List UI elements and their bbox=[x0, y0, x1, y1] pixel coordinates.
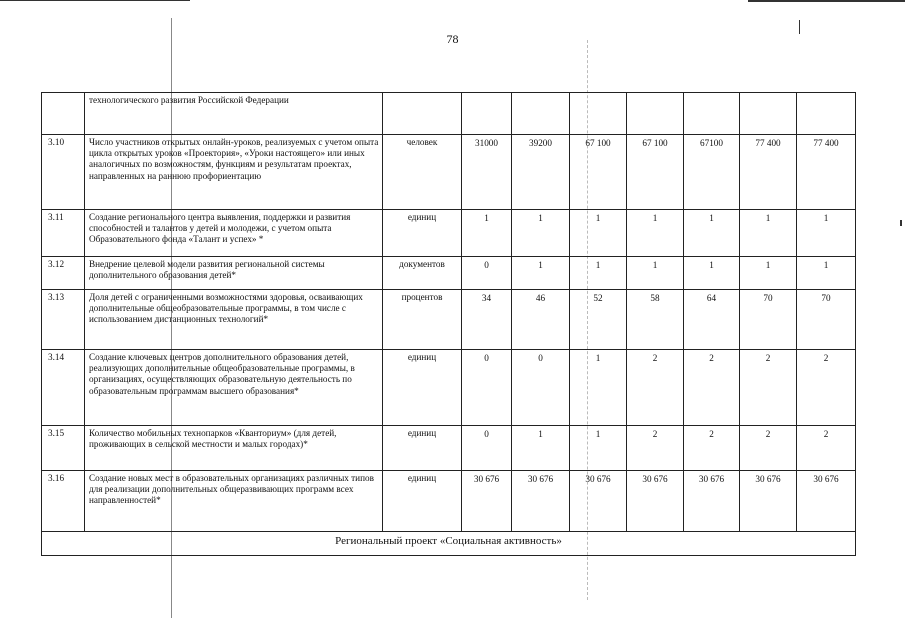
table-row bbox=[42, 210, 856, 257]
row-number: 3.13 bbox=[42, 290, 85, 350]
value-cell: 67 100 bbox=[570, 135, 627, 210]
value-cell: 58 bbox=[627, 290, 684, 350]
value-cell: 1 bbox=[797, 210, 856, 257]
indicator-name: Создание регионального центра выявления, поддержки и развития способностей и талантов у детей и молодежи, с учетом опыта Образовательного фонда «Талант и успех» * bbox=[85, 210, 383, 257]
value-cell bbox=[627, 93, 684, 135]
value-cell: 30 676 bbox=[740, 471, 797, 532]
table-row bbox=[42, 290, 856, 350]
value-cell: 1 bbox=[797, 257, 856, 290]
value-cell: 0 bbox=[512, 350, 570, 426]
value-cell: 2 bbox=[797, 350, 856, 426]
value-cell bbox=[797, 93, 856, 135]
section-title: Региональный проект «Социальная активность» bbox=[42, 532, 856, 556]
unit-cell: единиц bbox=[383, 471, 462, 532]
page-number: 78 bbox=[446, 32, 459, 46]
table-row bbox=[42, 93, 856, 135]
value-cell: 1 bbox=[740, 210, 797, 257]
value-cell: 1 bbox=[462, 210, 512, 257]
value-cell: 0 bbox=[462, 257, 512, 290]
value-cell: 34 bbox=[462, 290, 512, 350]
unit-cell: единиц bbox=[383, 210, 462, 257]
indicator-name: Количество мобильных технопарков «Кванториум» (для детей, проживающих в сельской местности и малых городах)* bbox=[85, 426, 383, 471]
value-cell: 52 bbox=[570, 290, 627, 350]
table-row bbox=[42, 350, 856, 426]
value-cell: 1 bbox=[627, 257, 684, 290]
value-cell: 64 bbox=[684, 290, 740, 350]
table-row bbox=[42, 135, 856, 210]
row-number: 3.16 bbox=[42, 471, 85, 532]
table-row bbox=[42, 471, 856, 532]
value-cell bbox=[512, 93, 570, 135]
value-cell: 0 bbox=[462, 350, 512, 426]
value-cell: 77 400 bbox=[740, 135, 797, 210]
value-cell: 2 bbox=[684, 350, 740, 426]
value-cell: 30 676 bbox=[684, 471, 740, 532]
value-cell: 1 bbox=[512, 210, 570, 257]
table-body bbox=[42, 93, 856, 556]
scan-artifact-right-tick bbox=[799, 20, 800, 34]
section-header-row bbox=[42, 532, 856, 556]
row-number bbox=[42, 93, 85, 135]
value-cell: 0 bbox=[462, 426, 512, 471]
unit-cell: человек bbox=[383, 135, 462, 210]
value-cell: 2 bbox=[740, 426, 797, 471]
row-number: 3.10 bbox=[42, 135, 85, 210]
value-cell: 1 bbox=[740, 257, 797, 290]
value-cell: 2 bbox=[627, 426, 684, 471]
value-cell: 1 bbox=[627, 210, 684, 257]
value-cell: 70 bbox=[740, 290, 797, 350]
value-cell bbox=[570, 93, 627, 135]
unit-cell: единиц bbox=[383, 350, 462, 426]
indicator-name: Доля детей с ограниченными возможностями здоровья, осваивающих дополнительные общеобразовательные программы, в том числе с использованием дистанционных технологий* bbox=[85, 290, 383, 350]
value-cell bbox=[740, 93, 797, 135]
value-cell: 1 bbox=[684, 257, 740, 290]
value-cell: 2 bbox=[627, 350, 684, 426]
row-number: 3.15 bbox=[42, 426, 85, 471]
row-number: 3.14 bbox=[42, 350, 85, 426]
value-cell: 1 bbox=[570, 350, 627, 426]
value-cell: 30 676 bbox=[797, 471, 856, 532]
value-cell: 30 676 bbox=[627, 471, 684, 532]
indicator-name: технологического развития Российской Федерации bbox=[85, 93, 383, 135]
unit-cell: процентов bbox=[383, 290, 462, 350]
value-cell bbox=[462, 93, 512, 135]
value-cell: 30 676 bbox=[512, 471, 570, 532]
indicator-name: Число участников открытых онлайн-уроков, реализуемых с учетом опыта цикла открытых уроков «Проектория», «Уроки настоящего» или иных аналогичных по возможностям, функциям и результатам проектах, направленных на раннюю профориентацию bbox=[85, 135, 383, 210]
indicators-table bbox=[41, 92, 856, 556]
value-cell: 31000 bbox=[462, 135, 512, 210]
indicator-name: Создание ключевых центров дополнительного образования детей, реализующих дополнительные общеобразовательные программы, в организациях, осуществляющих образовательную деятельность по образовательным программам высшего образования* bbox=[85, 350, 383, 426]
row-number: 3.11 bbox=[42, 210, 85, 257]
scan-artifact-top-right bbox=[748, 0, 905, 2]
value-cell: 39200 bbox=[512, 135, 570, 210]
table-row bbox=[42, 257, 856, 290]
value-cell: 46 bbox=[512, 290, 570, 350]
indicator-name: Внедрение целевой модели развития региональной системы дополнительного образования детей* bbox=[85, 257, 383, 290]
value-cell bbox=[684, 93, 740, 135]
value-cell: 67100 bbox=[684, 135, 740, 210]
value-cell: 1 bbox=[570, 426, 627, 471]
indicator-name: Создание новых мест в образовательных организациях различных типов для реализации дополнительных общеразвивающих программ всех направленностей* bbox=[85, 471, 383, 532]
scan-artifact-right-dot bbox=[900, 220, 902, 226]
unit-cell: единиц bbox=[383, 426, 462, 471]
value-cell: 67 100 bbox=[627, 135, 684, 210]
value-cell: 2 bbox=[684, 426, 740, 471]
scan-artifact-top-left bbox=[0, 0, 190, 1]
value-cell: 1 bbox=[570, 210, 627, 257]
value-cell: 1 bbox=[684, 210, 740, 257]
unit-cell: документов bbox=[383, 257, 462, 290]
value-cell: 30 676 bbox=[570, 471, 627, 532]
table-row bbox=[42, 426, 856, 471]
unit-cell bbox=[383, 93, 462, 135]
value-cell: 30 676 bbox=[462, 471, 512, 532]
value-cell: 70 bbox=[797, 290, 856, 350]
value-cell: 1 bbox=[512, 426, 570, 471]
value-cell: 2 bbox=[740, 350, 797, 426]
value-cell: 77 400 bbox=[797, 135, 856, 210]
value-cell: 2 bbox=[797, 426, 856, 471]
value-cell: 1 bbox=[512, 257, 570, 290]
value-cell: 1 bbox=[570, 257, 627, 290]
row-number: 3.12 bbox=[42, 257, 85, 290]
